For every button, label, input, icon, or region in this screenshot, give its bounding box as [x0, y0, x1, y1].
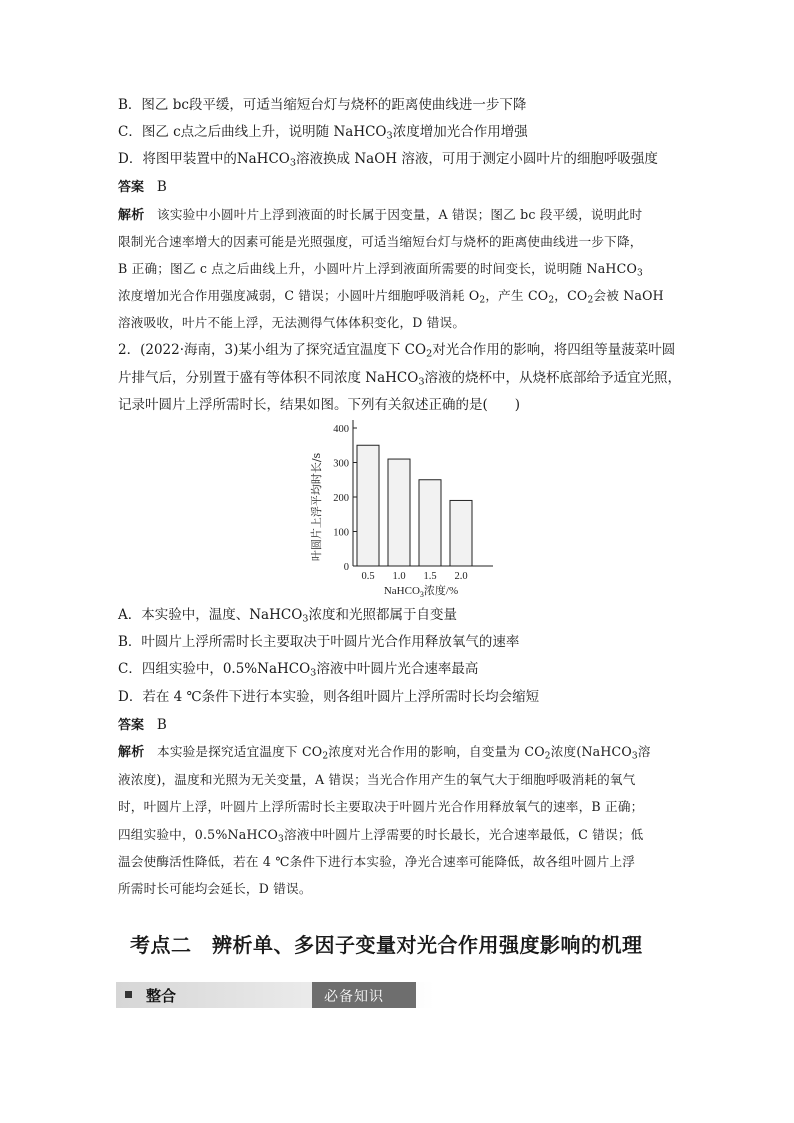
- y-tick-label: 400: [333, 424, 349, 435]
- q1-analysis-line-4: 浓度增加光合作用强度减弱，C 错误；小圆叶片细胞呼吸消耗 $O_2$，产生 $CO_2$，$CO_2$会被 NaOH: [118, 288, 664, 306]
- q1-analysis-line-5: 溶液吸收，叶片不能上浮，无法测得气体体积变化，D 错误。: [118, 315, 466, 330]
- q2-analysis-line-4: 四组实验中，0.5%NaHCO$_3$溶液中叶圆片上浮需要的时长最长，光合速率最低，C 错误；低: [118, 827, 644, 845]
- q2-stem-line-1: 2．(2022·海南，3)某小组为了探究适宜温度下 $CO_2$对光合作用的影响，将四组等量菠菜叶圆: [118, 342, 676, 360]
- x-axis-label: NaHCO$_3$浓度/%: [383, 585, 459, 599]
- q2-option-c: C．四组实验中，0.5%NaHCO$_3$溶液中叶圆片光合速率最高: [118, 661, 479, 679]
- y-tick-label: 300: [333, 458, 349, 470]
- bar-chart: [300, 418, 500, 600]
- bar-2.0: [450, 500, 472, 566]
- q2-stem-line-2: 片排气后，分别置于盛有等体积不同浓度 NaHCO$_3$溶液的烧杯中，从烧杯底部给予适宜光照，: [118, 370, 682, 388]
- x-tick-label: 1.5: [423, 571, 437, 582]
- banner-title: 整合: [146, 987, 177, 1005]
- bar-1.0: [388, 459, 410, 566]
- bar-0.5: [357, 445, 379, 566]
- section-banner: [116, 982, 434, 1008]
- y-tick-label: 0: [343, 562, 349, 573]
- section-heading: 考点二 辨析单、多因子变量对光合作用强度影响的机理: [130, 933, 643, 957]
- q2-option-a: A．本实验中，温度、NaHCO$_3$浓度和光照都属于自变量: [118, 607, 457, 625]
- y-axis-label: 叶圆片上浮平均时长/s: [310, 452, 323, 562]
- q1-option-b: B．图乙 bc段平缓，可适当缩短台灯与烧杯的距离使曲线进一步下降: [118, 97, 527, 113]
- q2-stem-line-3: 记录叶圆片上浮所需时长，结果如图。下列有关叙述正确的是( ): [118, 397, 521, 413]
- q1-option-c: C．图乙 c点之后曲线上升，说明随 NaHCO$_3$浓度增加光合作用增强: [118, 124, 528, 142]
- q2-option-b: B．叶圆片上浮所需时长主要取决于叶圆片光合作用释放氧气的速率: [118, 634, 520, 650]
- x-tick-label: 0.5: [361, 571, 375, 582]
- q1-analysis-line-3: B 正确；图乙 c 点之后曲线上升，小圆叶片上浮到液面所需要的时间变长，说明随 NaHCO$_3$: [118, 261, 643, 279]
- q2-option-d: D．若在 4 ℃条件下进行本实验，则各组叶圆片上浮所需时长均会缩短: [118, 689, 540, 705]
- q2-answer: 答案 B: [118, 717, 167, 733]
- banner-tag: 必备知识: [324, 989, 384, 1005]
- q2-analysis-line-5: 温会使酶活性降低，若在 4 ℃条件下进行本实验，净光合速率可能降低，故各组叶圆片上浮: [118, 854, 636, 869]
- q1-option-d: D．将图甲装置中的NaHCO$_3$溶液换成 NaOH 溶液，可用于测定小圆叶片的细胞呼吸强度: [118, 151, 658, 169]
- y-tick-label: 100: [333, 527, 349, 539]
- q2-analysis-line-6: 所需时长可能均会延长，D 错误。: [118, 881, 312, 896]
- q1-answer: 答案 B: [118, 179, 167, 195]
- bar-1.5: [419, 480, 441, 566]
- x-tick-label: 2.0: [454, 571, 468, 582]
- q1-analysis-line-1: 解析 该实验中小圆叶片上浮到液面的时长属于因变量，A 错误；图乙 bc 段平缓，说明此时: [118, 207, 643, 223]
- q2-analysis-line-3: 时，叶圆片上浮，叶圆片上浮所需时长主要取决于叶圆片光合作用释放氧气的速率，B 正确；: [118, 799, 644, 814]
- x-tick-label: 1.0: [392, 571, 406, 582]
- y-tick-label: 200: [333, 493, 349, 504]
- q2-analysis-line-1: 解析 本实验是探究适宜温度下 $CO_2$浓度对光合作用的影响，自变量为 $CO_2$浓度(NaHCO$_3$溶: [118, 744, 651, 762]
- q2-analysis-line-2: 液浓度)，温度和光照为无关变量，A 错误；当光合作用产生的氧气大于细胞呼吸消耗的氧气: [118, 772, 636, 787]
- q1-analysis-line-2: 限制光合速率增大的因素可能是光照强度，可适当缩短台灯与烧杯的距离使曲线进一步下降，: [118, 234, 643, 249]
- square-bullet-icon: [125, 991, 132, 998]
